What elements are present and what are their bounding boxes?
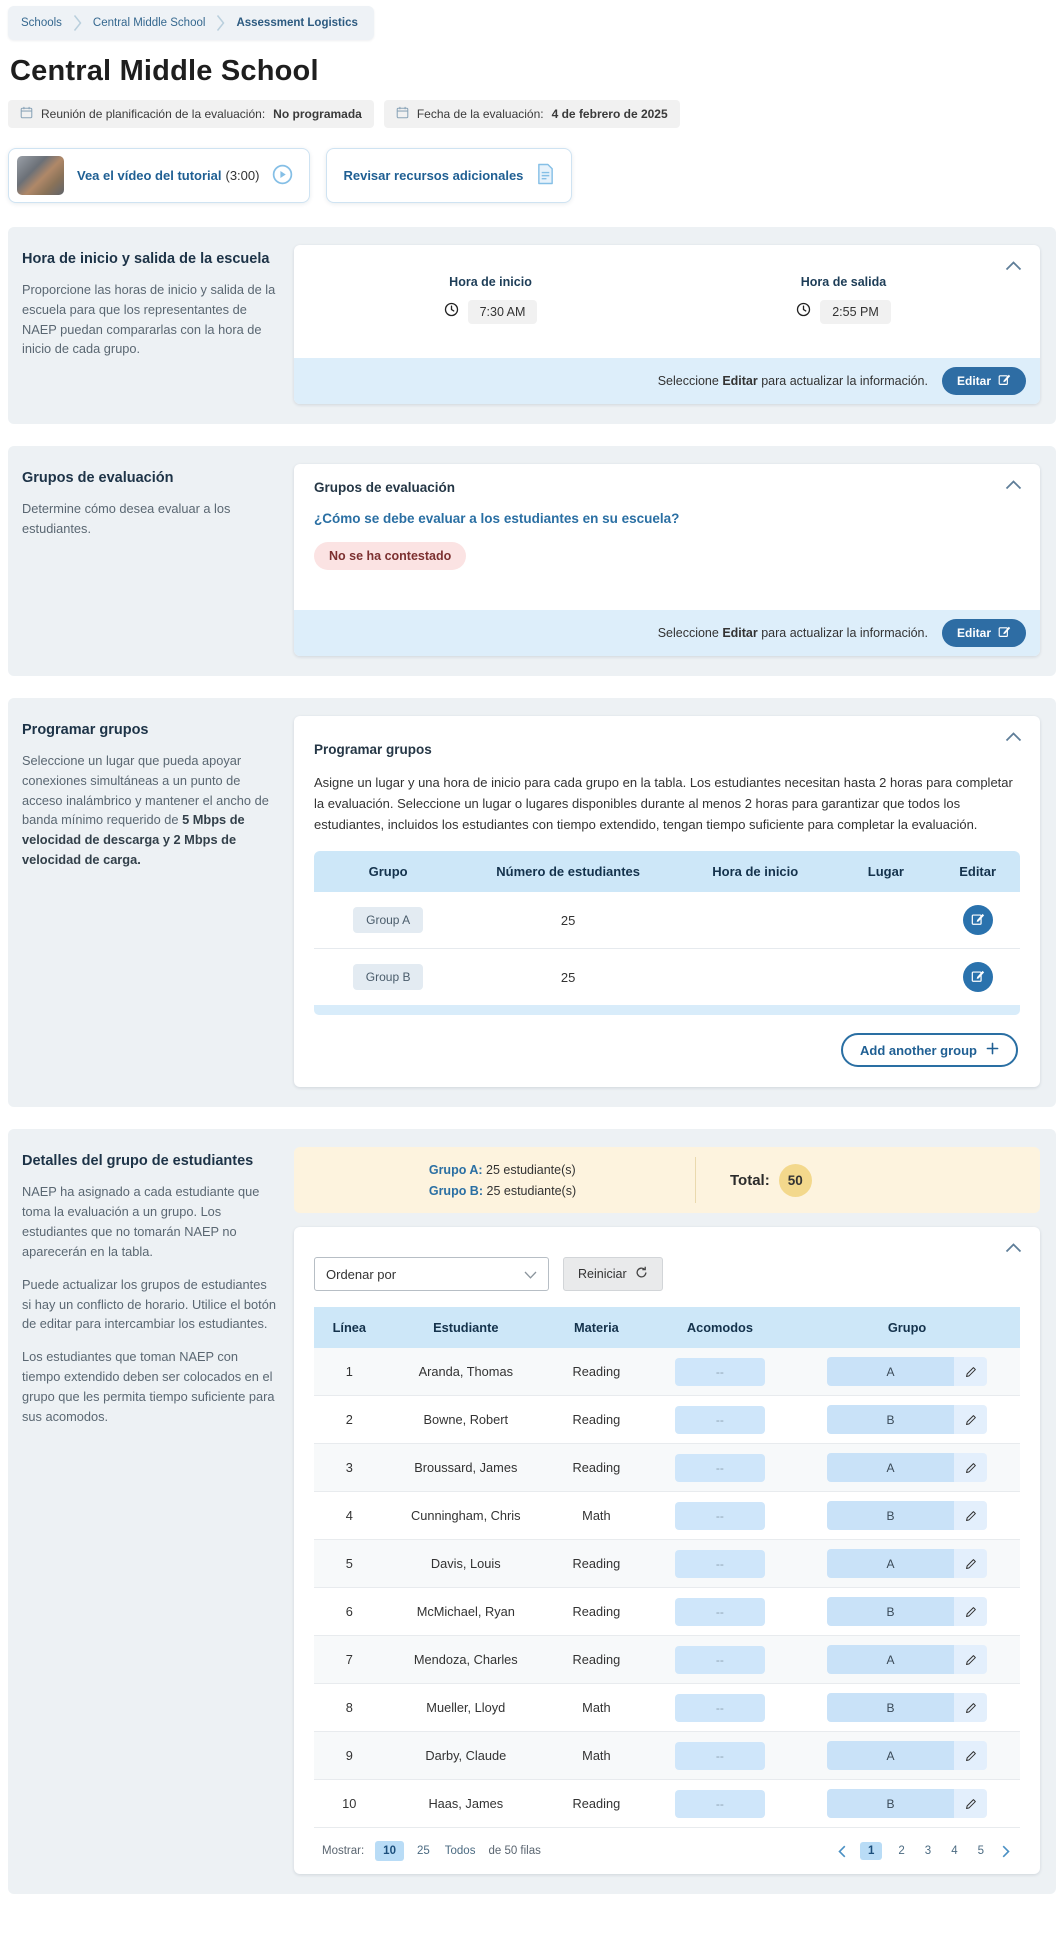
student-name: Bowne, Robert [385,1396,547,1444]
edit-icon [998,625,1011,641]
group-b-summary: Grupo B: 25 estudiante(s) [428,1183,577,1198]
group-edit-control[interactable] [827,1645,987,1674]
chevron-left-icon [838,1846,846,1861]
group-name-pill: Group A [353,907,423,933]
student-row [314,1444,1020,1492]
group-edit-control[interactable] [827,1453,987,1482]
end-time-label: Hora de salida [800,275,887,289]
accommodations-button[interactable]: -- [675,1454,765,1482]
accommodations-button[interactable]: -- [675,1406,765,1434]
chevron-up-icon [1005,1241,1022,1256]
schedule-groups-sidebar-text: Seleccione un lugar que pueda apoyar conexiones simultáneas a un punto de acceso inalámbrico y mantener el ancho de banda mínimo requerido de 5 Mbps de velocidad de descarga y 2 Mbps de velocidad de carga. [22,753,269,868]
group-location-cell [836,949,935,1006]
student-row [314,1492,1020,1540]
students-table [314,1307,1020,1827]
sort-select[interactable] [314,1257,549,1291]
assessment-date-value: 4 de febrero de 2025 [551,107,668,121]
student-row [314,1732,1020,1780]
group-students-cell: 25 [560,912,576,928]
next-page-button[interactable] [1000,1843,1012,1860]
info-chips [8,100,1056,128]
pencil-icon [954,1405,987,1434]
student-row [314,1540,1020,1588]
group-edit-control[interactable] [827,1357,987,1386]
clock-icon [796,302,811,322]
student-row [314,1396,1020,1444]
schedule-groups-sidebar-title: Programar grupos [22,722,149,738]
video-thumbnail [17,156,64,195]
sort-select-label: Ordenar por [326,1266,397,1282]
student-details-sidebar-p2: Puede actualizar los grupos de estudiantes si hay un conflicto de horario. Utilice el botón de editar para intercambiar los estudiantes. [22,1276,276,1332]
group-letter: B [827,1405,954,1434]
student-name: Mueller, Lloyd [385,1684,547,1732]
student-row [314,1588,1020,1636]
accommodations-button[interactable]: -- [675,1694,765,1722]
student-subject: Reading [547,1780,646,1828]
student-line: 10 [314,1780,385,1828]
assessment-groups-card-title: Grupos de evaluación [314,480,456,495]
accommodations-button[interactable]: -- [675,1502,765,1530]
pencil-icon [954,1549,987,1578]
pencil-icon [954,1453,987,1482]
additional-resources-label: Revisar recursos adicionales [343,168,524,183]
horizontal-scrollbar[interactable] [314,1005,1020,1015]
student-group-cell [794,1540,1020,1588]
edit-icon [971,912,985,929]
rows-count-text: de 50 filas [488,1845,541,1858]
chevron-up-icon [1005,259,1022,274]
student-accommodations-cell [646,1396,794,1444]
group-edit-cell [935,892,1020,949]
end-time-value: 2:55 PM [820,300,891,324]
student-subject: Math [547,1492,646,1540]
video-duration: (3:00) [225,168,260,183]
page-3[interactable]: 3 [924,1845,932,1858]
group-edit-control[interactable] [827,1501,987,1530]
accommodations-button[interactable]: -- [675,1358,765,1386]
schedule-groups-table [314,851,1020,1005]
section-schedule-groups [8,698,1056,1107]
column-header-grupo: Grupo [314,851,462,892]
student-accommodations-cell [646,1636,794,1684]
student-line: 2 [314,1396,385,1444]
student-name: Mendoza, Charles [385,1636,547,1684]
show-option-all[interactable]: Todos [444,1845,476,1858]
group-summary-bar [294,1147,1040,1213]
page-5[interactable]: 5 [977,1845,984,1858]
edit-hint: Seleccione Editar para actualizar la información. [657,374,928,388]
edit-button[interactable]: Editar [942,367,1026,395]
assessment-date-label: Fecha de la evaluación: [416,107,544,121]
schedule-groups-card-text: Asigne un lugar y una hora de inicio para cada grupo en la tabla. Los estudiantes necesitan hasta 2 horas para completar la evaluación. Seleccione un lugar o lugares disponibles durante al menos 2 horas para garantizar que todos los estudiantes, incluidos los estudiantes con tiempo extendido, tengan tiempo suficiente para completar la evaluación. [314,775,1013,832]
student-accommodations-cell [646,1492,794,1540]
school-hours-sidebar-title: Hora de inicio y salida de la escuela [22,251,270,267]
breadcrumb-assessment-logistics: Assessment Logistics [236,17,358,29]
plus-icon [986,1042,999,1058]
students-tbody [314,1348,1020,1827]
planning-meeting-value: No programada [273,107,362,121]
group-edit-control[interactable] [827,1789,987,1818]
group-start-time-cell [674,892,836,949]
student-subject: Reading [547,1588,646,1636]
column-header-hora: Hora de inicio [674,851,836,892]
student-details-sidebar-p1: NAEP ha asignado a cada estudiante que toma la evaluación a un grupo. Los estudiantes que no tomarán NAEP no aparecerán en la tabla. [22,1184,260,1259]
student-name: Darby, Claude [385,1732,547,1780]
group-edit-control[interactable] [827,1741,987,1770]
show-option-25[interactable]: 25 [416,1845,430,1858]
student-group-cell [794,1684,1020,1732]
student-row [314,1780,1020,1828]
show-option-10[interactable]: 10 [375,1841,404,1861]
column-header-estudiante: Estudiante [385,1307,547,1348]
group-edit-control[interactable] [827,1549,987,1578]
student-line: 5 [314,1540,385,1588]
group-letter: A [827,1741,954,1770]
group-location-cell [836,892,935,949]
chevron-up-icon [1005,478,1022,493]
breadcrumb-school[interactable]: Central Middle School [92,17,206,29]
group-letter: A [827,1453,954,1482]
chevron-right-icon [1002,1846,1010,1861]
page-1[interactable]: 1 [860,1842,882,1860]
student-accommodations-cell [646,1348,794,1396]
student-group-cell [794,1636,1020,1684]
planning-meeting-chip [8,100,374,128]
column-header-editar: Editar [935,851,1020,892]
edit-footer [294,358,1040,404]
student-subject: Reading [547,1348,646,1396]
school-hours-sidebar-text: Proporcione las horas de inicio y salida de la escuela para que los representantes de NAEP puedan compararlas con la hora de inicio de cada grupo. [22,282,276,357]
group-letter: B [827,1501,954,1530]
pencil-icon [954,1693,987,1722]
page-4[interactable]: 4 [951,1845,958,1858]
group-row [314,949,1020,1006]
chevron-right-icon [216,13,225,33]
student-name: Cunningham, Chris [385,1492,547,1540]
group-name-pill: Group B [353,964,424,990]
student-line: 8 [314,1684,385,1732]
tutorial-video-button[interactable] [8,148,310,203]
student-name: Aranda, Thomas [385,1348,547,1396]
start-time-value: 7:30 AM [468,300,538,324]
student-accommodations-cell [646,1444,794,1492]
breadcrumb [8,6,374,40]
additional-resources-button[interactable] [326,148,572,203]
student-line: 4 [314,1492,385,1540]
student-name: Broussard, James [385,1444,547,1492]
pencil-icon [954,1741,987,1770]
schedule-groups-card-title: Programar grupos [314,742,432,757]
edit-hint: Seleccione Editar para actualizar la información. [657,626,928,640]
student-group-cell [794,1444,1020,1492]
calendar-icon [20,106,33,122]
clock-icon [444,302,459,322]
group-a-summary: Grupo A: 25 estudiante(s) [428,1162,576,1177]
student-line: 9 [314,1732,385,1780]
student-name: Haas, James [385,1780,547,1828]
collapse-button[interactable] [1001,257,1026,275]
accommodations-button[interactable]: -- [675,1790,765,1818]
student-line: 6 [314,1588,385,1636]
student-details-sidebar-title: Detalles del grupo de estudiantes [22,1153,254,1170]
group-letter: A [827,1357,954,1386]
assessment-groups-sidebar-title: Grupos de evaluación [22,470,174,486]
student-line: 7 [314,1636,385,1684]
edit-button[interactable]: Editar [942,619,1026,647]
assessment-groups-sidebar [22,464,276,656]
previous-page-button[interactable] [836,1843,848,1860]
student-subject: Math [547,1732,646,1780]
student-row [314,1636,1020,1684]
group-letter: A [827,1549,954,1578]
schedule-groups-header-row [314,851,1020,892]
group-letter: B [827,1693,954,1722]
rows-per-page [322,1841,541,1861]
student-name: Davis, Louis [385,1540,547,1588]
group-edit-cell [935,949,1020,1006]
column-header-grupo: Grupo [794,1307,1020,1348]
student-group-cell [794,1588,1020,1636]
calendar-icon [396,106,409,122]
collapse-button[interactable] [1001,1239,1026,1257]
pencil-icon [954,1789,987,1818]
group-name-cell [314,892,462,949]
student-group-cell [794,1348,1020,1396]
planning-meeting-label: Reunión de planificación de la evaluación: [41,107,266,121]
collapse-button[interactable] [1001,728,1026,746]
student-subject: Math [547,1684,646,1732]
column-header-acomodos: Acomodos [646,1307,794,1348]
group-letter: B [827,1597,954,1626]
group-letter: B [827,1789,954,1818]
student-accommodations-cell [646,1684,794,1732]
play-icon [272,164,293,188]
edit-icon [971,969,985,986]
refresh-icon [635,1266,648,1282]
column-header-lugar: Lugar [836,851,935,892]
reset-button[interactable]: Reiniciar [563,1257,663,1291]
show-label: Mostrar: [322,1845,365,1858]
accommodations-button[interactable]: -- [675,1646,765,1674]
student-group-cell [794,1732,1020,1780]
total-summary [696,1164,1024,1197]
student-subject: Reading [547,1396,646,1444]
assessment-groups-sidebar-text: Determine cómo desea evaluar a los estudiantes. [22,501,231,536]
school-times [314,261,1020,342]
edit-group-button[interactable] [963,962,993,992]
document-icon [536,163,555,188]
pencil-icon [954,1645,987,1674]
table-controls [314,1257,1020,1291]
student-row [314,1348,1020,1396]
group-name-cell [314,949,462,1006]
student-subject: Reading [547,1444,646,1492]
group-edit-control[interactable] [827,1405,987,1434]
group-start-time-cell [674,949,836,1006]
assessment-question: ¿Cómo se debe evaluar a los estudiantes en su escuela? [314,511,680,526]
group-row [314,892,1020,949]
page-title: Central Middle School [10,55,319,87]
section-student-details [8,1129,1056,1894]
student-accommodations-cell [646,1732,794,1780]
column-header-numero: Número de estudiantes [462,851,674,892]
student-line: 3 [314,1444,385,1492]
pagination [836,1842,1012,1860]
breadcrumb-schools[interactable]: Schools [21,17,62,29]
section-assessment-groups [8,446,1056,676]
student-accommodations-cell [646,1540,794,1588]
schedule-groups-card [294,716,1040,1087]
schedule-groups-sidebar [22,716,276,1087]
collapse-button[interactable] [1001,476,1026,494]
total-label: Total: [729,1171,770,1189]
student-group-cell [794,1492,1020,1540]
students-header-row [314,1307,1020,1348]
assessment-date-chip [384,100,680,128]
tutorial-video-label: Vea el vídeo del tutorial (3:00) [77,168,260,183]
student-group-cell [794,1396,1020,1444]
edit-icon [998,373,1011,389]
schedule-groups-tbody [314,892,1020,1005]
chevron-up-icon [1005,730,1022,745]
add-another-group-button[interactable]: Add another group [841,1033,1018,1067]
total-badge: 50 [779,1164,812,1197]
student-subject: Reading [547,1636,646,1684]
start-time-block [314,275,667,324]
end-time-block [667,275,1020,324]
student-table-card [294,1227,1040,1874]
status-badge: No se ha contestado [314,542,466,570]
edit-group-button[interactable] [963,905,993,935]
edit-footer [294,610,1040,656]
school-hours-sidebar [22,245,276,404]
accommodations-button[interactable]: -- [675,1550,765,1578]
student-details-sidebar-p3: Los estudiantes que toman NAEP con tiempo extendido deben ser colocados en el grupo que les permita tiempo suficiente para sus acomodos. [22,1349,275,1424]
school-hours-card [294,245,1040,404]
student-accommodations-cell [646,1588,794,1636]
student-row [314,1684,1020,1732]
pencil-icon [954,1501,987,1530]
section-school-hours [8,227,1056,424]
table-footer [314,1827,1020,1864]
resource-buttons [8,148,1056,203]
group-students-cell: 25 [462,949,674,1006]
assessment-groups-card [294,464,1040,656]
chevron-right-icon [73,13,82,33]
pencil-icon [954,1357,987,1386]
chevron-down-icon [524,1267,537,1282]
student-details-sidebar [22,1147,276,1874]
group-letter: A [827,1645,954,1674]
student-name: McMichael, Ryan [385,1588,547,1636]
student-subject: Reading [547,1540,646,1588]
column-header-materia: Materia [547,1307,646,1348]
accommodations-button[interactable]: -- [675,1742,765,1770]
accommodations-button[interactable]: -- [675,1598,765,1626]
column-header-linea: Línea [314,1307,385,1348]
start-time-label: Hora de inicio [449,275,532,289]
student-line: 1 [314,1348,385,1396]
group-edit-control[interactable] [827,1693,987,1722]
page-2[interactable]: 2 [898,1845,905,1858]
student-accommodations-cell [646,1780,794,1828]
student-group-cell [794,1780,1020,1828]
